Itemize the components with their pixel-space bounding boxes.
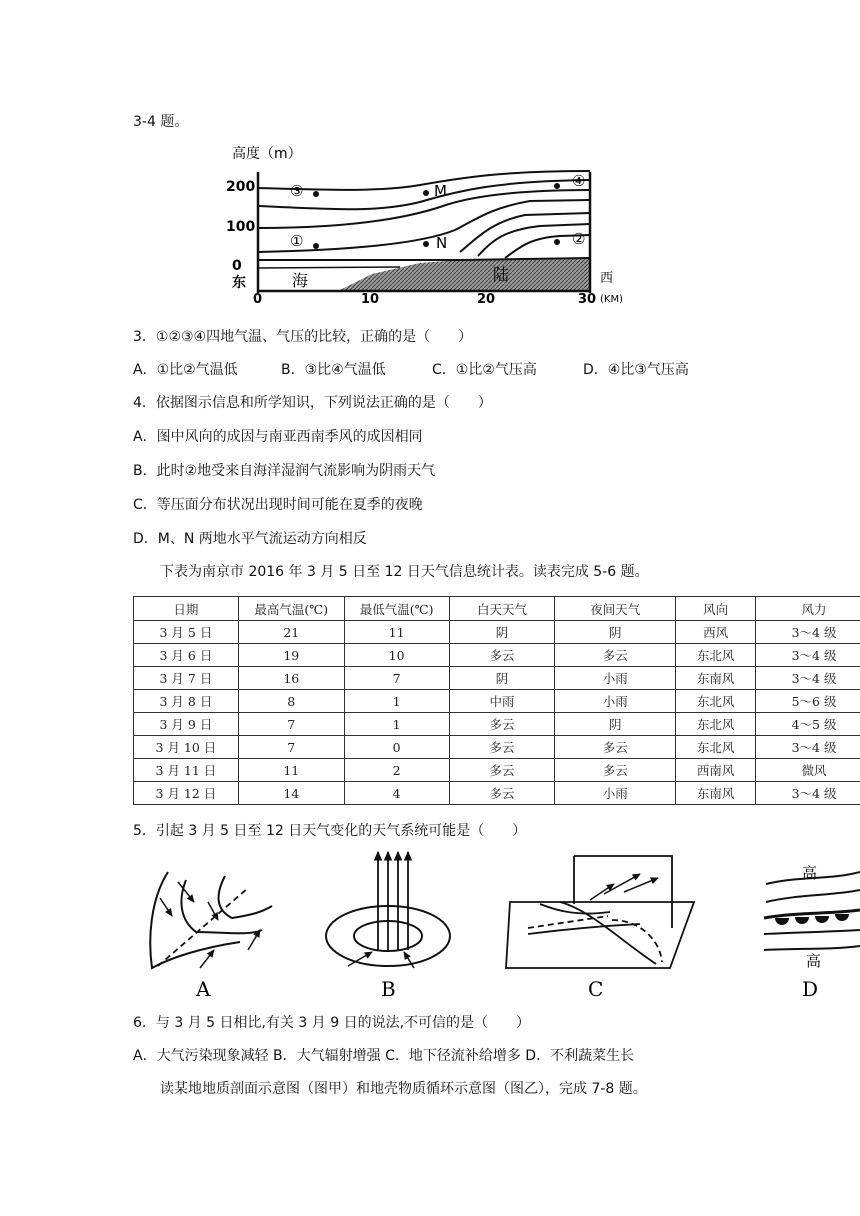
q4-stem: 4．依据图示信息和所学知识，下列说法正确的是（ ） — [133, 395, 492, 411]
header-day-weather: 白天天气 — [449, 597, 555, 621]
isobar-cross-section-figure — [220, 138, 650, 310]
header-wind-direction: 风向 — [676, 597, 756, 621]
cell-night-weather: 阴 — [555, 621, 676, 644]
cell-max-temp: 7 — [238, 713, 344, 736]
intro-q5-6: 下表为南京市 2016 年 3 月 5 日至 12 日天气信息统计表。读表完成 5-6 题。 — [160, 564, 649, 580]
cell-date: 3 月 5 日 — [134, 621, 239, 644]
cell-night-weather: 小雨 — [555, 667, 676, 690]
point-n-dot — [423, 241, 429, 247]
header-wind-force: 风力 — [756, 597, 860, 621]
diagram-b-cyclone — [326, 852, 450, 1001]
west-label: 西 — [600, 271, 614, 286]
y-tick-100: 100 — [226, 219, 256, 235]
table-row — [134, 736, 860, 759]
cell-date: 3 月 12 日 — [134, 782, 239, 805]
intro-q7-8: 读某地地质剖面示意图（图甲）和地壳物质循环示意图（图乙），完成 7-8 题。 — [160, 1081, 647, 1097]
point-m-label: M — [434, 182, 447, 200]
cell-date: 3 月 11 日 — [134, 759, 239, 782]
point-1-dot — [313, 243, 319, 249]
cell-wind-direction: 东南风 — [676, 667, 756, 690]
cell-min-temp: 10 — [344, 644, 449, 667]
cell-min-temp: 0 — [344, 736, 449, 759]
cell-max-temp: 21 — [238, 621, 344, 644]
weather-systems-figure — [130, 840, 860, 1005]
cell-wind-force: 3～4 级 — [756, 644, 860, 667]
point-n-label: N — [436, 234, 448, 252]
option-d-label: D — [802, 977, 819, 1001]
cell-wind-force: 3～4 级 — [756, 782, 860, 805]
header-night-weather: 夜间天气 — [555, 597, 676, 621]
cell-min-temp: 11 — [344, 621, 449, 644]
table-header-row — [134, 597, 860, 621]
q3-option-c: C．①比②气压高 — [432, 362, 537, 378]
weather-table — [133, 596, 860, 805]
cell-wind-force: 微风 — [756, 759, 860, 782]
q3-option-d: D．④比③气压高 — [583, 362, 689, 378]
q4-option-a: A．图中风向的成因与南亚西南季风的成因相同 — [133, 429, 423, 445]
table-row — [134, 759, 860, 782]
option-a-label: A — [196, 977, 211, 1001]
q3-stem: 3．①②③④四地气温、气压的比较，正确的是（ ） — [133, 329, 473, 345]
point-2-dot — [554, 239, 560, 245]
cell-night-weather: 小雨 — [555, 690, 676, 713]
x-tick-20: 20 — [477, 292, 496, 307]
header-min-temp: 最低气温(℃) — [344, 597, 449, 621]
cell-date: 3 月 10 日 — [134, 736, 239, 759]
isobar-1 — [258, 171, 590, 190]
cell-wind-direction: 东北风 — [676, 690, 756, 713]
d-high-top-label: 高 — [802, 864, 818, 882]
q4-option-b: B．此时②地受来自海洋湿润气流影响为阴雨天气 — [133, 463, 436, 479]
cell-date: 3 月 9 日 — [134, 713, 239, 736]
header-date: 日期 — [134, 597, 239, 621]
cell-day-weather: 多云 — [449, 736, 555, 759]
cell-night-weather: 多云 — [555, 759, 676, 782]
point-3-label: ③ — [290, 182, 304, 200]
point-1-label: ① — [290, 232, 304, 250]
y-tick-0: 0 — [232, 258, 242, 274]
isobar-5 — [460, 213, 590, 252]
cell-min-temp: 2 — [344, 759, 449, 782]
point-4-dot — [554, 183, 560, 189]
cell-max-temp: 14 — [238, 782, 344, 805]
cell-night-weather: 阴 — [555, 713, 676, 736]
table-row — [134, 782, 860, 805]
cell-min-temp: 7 — [344, 667, 449, 690]
point-m-dot — [423, 190, 429, 196]
q6-options: A．大气污染现象减轻 B．大气辐射增强 C．地下径流补给增多 D．不利蔬菜生长 — [133, 1048, 635, 1064]
cell-wind-direction: 东北风 — [676, 713, 756, 736]
table-row — [134, 644, 860, 667]
cell-wind-force: 3～4 级 — [756, 621, 860, 644]
cell-wind-force: 5～6 级 — [756, 690, 860, 713]
intro-q3-4: 3-4 题。 — [133, 114, 189, 130]
table-row — [134, 713, 860, 736]
y-axis-title: 高度（m） — [232, 146, 302, 162]
header-max-temp: 最高气温(℃) — [238, 597, 344, 621]
d-high-bottom-label: 高 — [806, 952, 822, 970]
x-tick-30: 30 — [578, 292, 597, 307]
cell-min-temp: 1 — [344, 690, 449, 713]
point-4-label: ④ — [572, 172, 586, 190]
cell-wind-direction: 西风 — [676, 621, 756, 644]
diagram-d-stationary-front — [764, 864, 860, 1001]
x-tick-10: 10 — [361, 292, 380, 307]
cell-min-temp: 4 — [344, 782, 449, 805]
cell-max-temp: 19 — [238, 644, 344, 667]
cell-date: 3 月 7 日 — [134, 667, 239, 690]
option-b-label: B — [381, 977, 396, 1001]
cell-max-temp: 7 — [238, 736, 344, 759]
cell-date: 3 月 8 日 — [134, 690, 239, 713]
q5-stem: 5．引起 3 月 5 日至 12 日天气变化的天气系统可能是（ ） — [133, 823, 527, 839]
x-tick-0: 0 — [253, 292, 263, 307]
cell-wind-force: 4～5 级 — [756, 713, 860, 736]
diagram-a-trough — [150, 872, 272, 1001]
cell-day-weather: 中雨 — [449, 690, 555, 713]
q3-option-b: B．③比④气温低 — [281, 362, 386, 378]
q4-option-d: D．M、N 两地水平气流运动方向相反 — [133, 531, 367, 547]
q3-option-a: A．①比②气温低 — [133, 362, 238, 378]
cell-day-weather: 阴 — [449, 667, 555, 690]
sea-surface-line — [258, 258, 590, 260]
table-row — [134, 667, 860, 690]
point-2-label: ② — [572, 230, 586, 248]
cell-night-weather: 多云 — [555, 736, 676, 759]
y-tick-200: 200 — [226, 179, 256, 195]
cell-max-temp: 11 — [238, 759, 344, 782]
cell-wind-direction: 西南风 — [676, 759, 756, 782]
diagram-c-front — [506, 856, 694, 1001]
cell-night-weather: 多云 — [555, 644, 676, 667]
land-area — [338, 258, 590, 291]
cell-max-temp: 16 — [238, 667, 344, 690]
point-3-dot — [313, 191, 319, 197]
east-label: 东 — [232, 275, 246, 291]
cell-wind-force: 3～4 级 — [756, 736, 860, 759]
cell-day-weather: 阴 — [449, 621, 555, 644]
land-label: 陆 — [493, 265, 510, 284]
x-unit: (KM) — [600, 294, 623, 305]
cell-wind-direction: 东南风 — [676, 782, 756, 805]
table-row — [134, 690, 860, 713]
q6-stem: 6．与 3 月 5 日相比,有关 3 月 9 日的说法,不可信的是（ ） — [133, 1015, 531, 1031]
table-row — [134, 621, 860, 644]
cell-min-temp: 1 — [344, 713, 449, 736]
cell-wind-direction: 东北风 — [676, 736, 756, 759]
cell-date: 3 月 6 日 — [134, 644, 239, 667]
sea-label: 海 — [292, 271, 309, 290]
cell-wind-force: 3～4 级 — [756, 667, 860, 690]
cell-day-weather: 多云 — [449, 644, 555, 667]
cell-max-temp: 8 — [238, 690, 344, 713]
sea-line-2 — [258, 267, 400, 268]
option-c-label: C — [588, 977, 604, 1001]
q4-option-c: C．等压面分布状况出现时间可能在夏季的夜晚 — [133, 497, 423, 513]
cell-day-weather: 多云 — [449, 782, 555, 805]
cell-wind-direction: 东北风 — [676, 644, 756, 667]
cell-night-weather: 小雨 — [555, 782, 676, 805]
cell-day-weather: 多云 — [449, 759, 555, 782]
cell-day-weather: 多云 — [449, 713, 555, 736]
